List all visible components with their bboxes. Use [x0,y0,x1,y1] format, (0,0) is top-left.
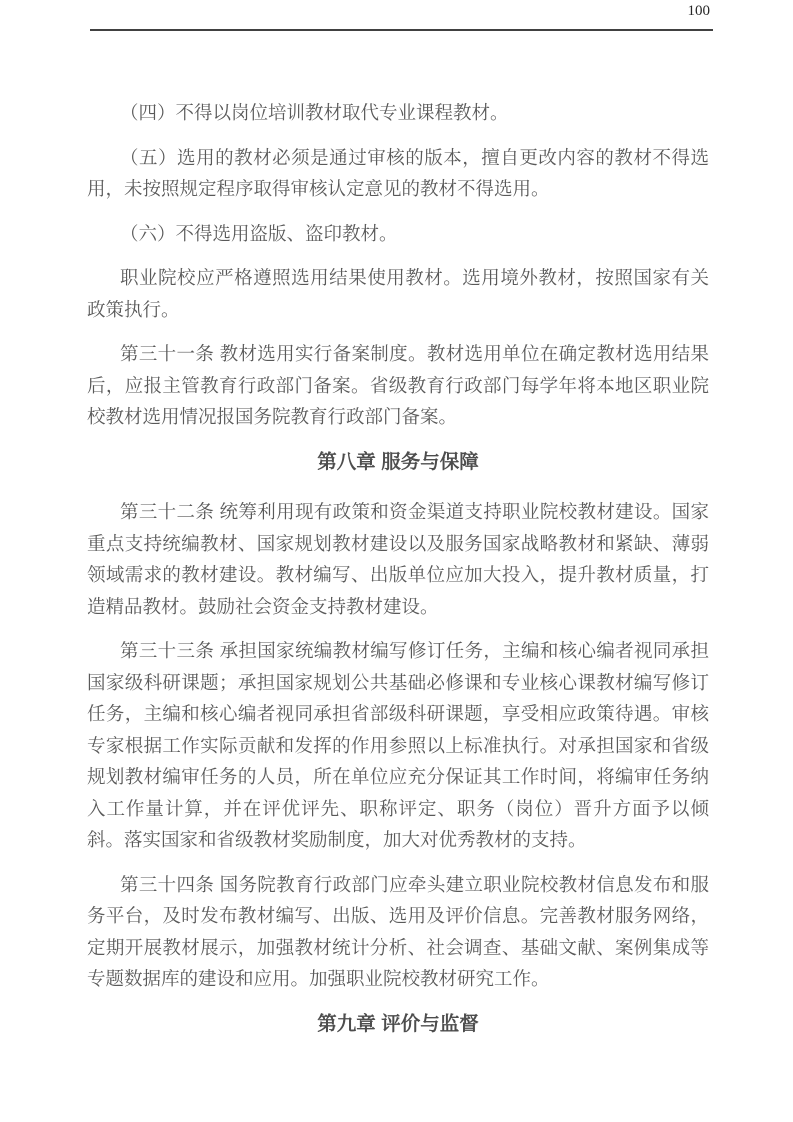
article-31-paragraph: 第三十一条 教材选用实行备案制度。教材选用单位在确定教材选用结果后，应报主管教育行政部门备案。省级教育行政部门每学年将本地区职业院校教材选用情况报国务院教育行政部门备案。 [87,343,709,427]
chapter-9-heading: 第九章 评价与监督 [317,1012,479,1035]
article-33-paragraph: 第三十三条 承担国家统编教材编写修订任务，主编和核心编者视同承担国家级科研课题；承担国家规划公共基础必修课和专业核心课教材编写修订任务，主编和核心编者视同承担省部级科研课题，享受相应政策待遇。审核专家根据工作实际贡献和发挥的作用参照以上标准执行。对承担国家和省级规划教材编审任务的人员，所在单位应充分保证其工作时间，将编审任务纳入工作量计算，并在评优评先、职称评定、职务（岗位）晋升方面予以倾斜。落实国家和省级教材奖励制度，加大对优秀教材的支持。 [87,640,709,850]
clause-item-6: （六）不得选用盗版、盗印教材。 [120,222,398,244]
document-body [87,97,709,1058]
page-header [90,2,710,20]
paragraph-school-usage: 职业院校应严格遵照选用结果使用教材。选用境外教材，按照国家有关政策执行。 [87,267,709,320]
article-32-paragraph: 第三十二条 统筹利用现有政策和资金渠道支持职业院校教材建设。国家重点支持统编教材、国家规划教材建设以及服务国家战略教材和紧缺、薄弱领域需求的教材建设。教材编写、出版单位应加大投入，提升教材质量，打造精品教材。鼓励社会资金支持教材建设。 [87,501,709,617]
header-rule [90,29,713,31]
article-34-paragraph: 第三十四条 国务院教育行政部门应牵头建立职业院校教材信息发布和服务平台，及时发布教材编写、出版、选用及评价信息。完善教材服务网络，定期开展教材展示，加强教材统计分析、社会调查、基础文献、案例集成等专题数据库的建设和应用。加强职业院校教材研究工作。 [87,873,709,989]
page-number: 100 [687,3,710,19]
chapter-8-heading: 第八章 服务与保障 [317,450,479,473]
clause-item-4: （四）不得以岗位培训教材取代专业课程教材。 [120,102,509,123]
clause-item-5: （五）选用的教材必须是通过审核的版本，擅自更改内容的教材不得选用，未按照规定程序取得审核认定意见的教材不得选用。 [87,146,709,199]
